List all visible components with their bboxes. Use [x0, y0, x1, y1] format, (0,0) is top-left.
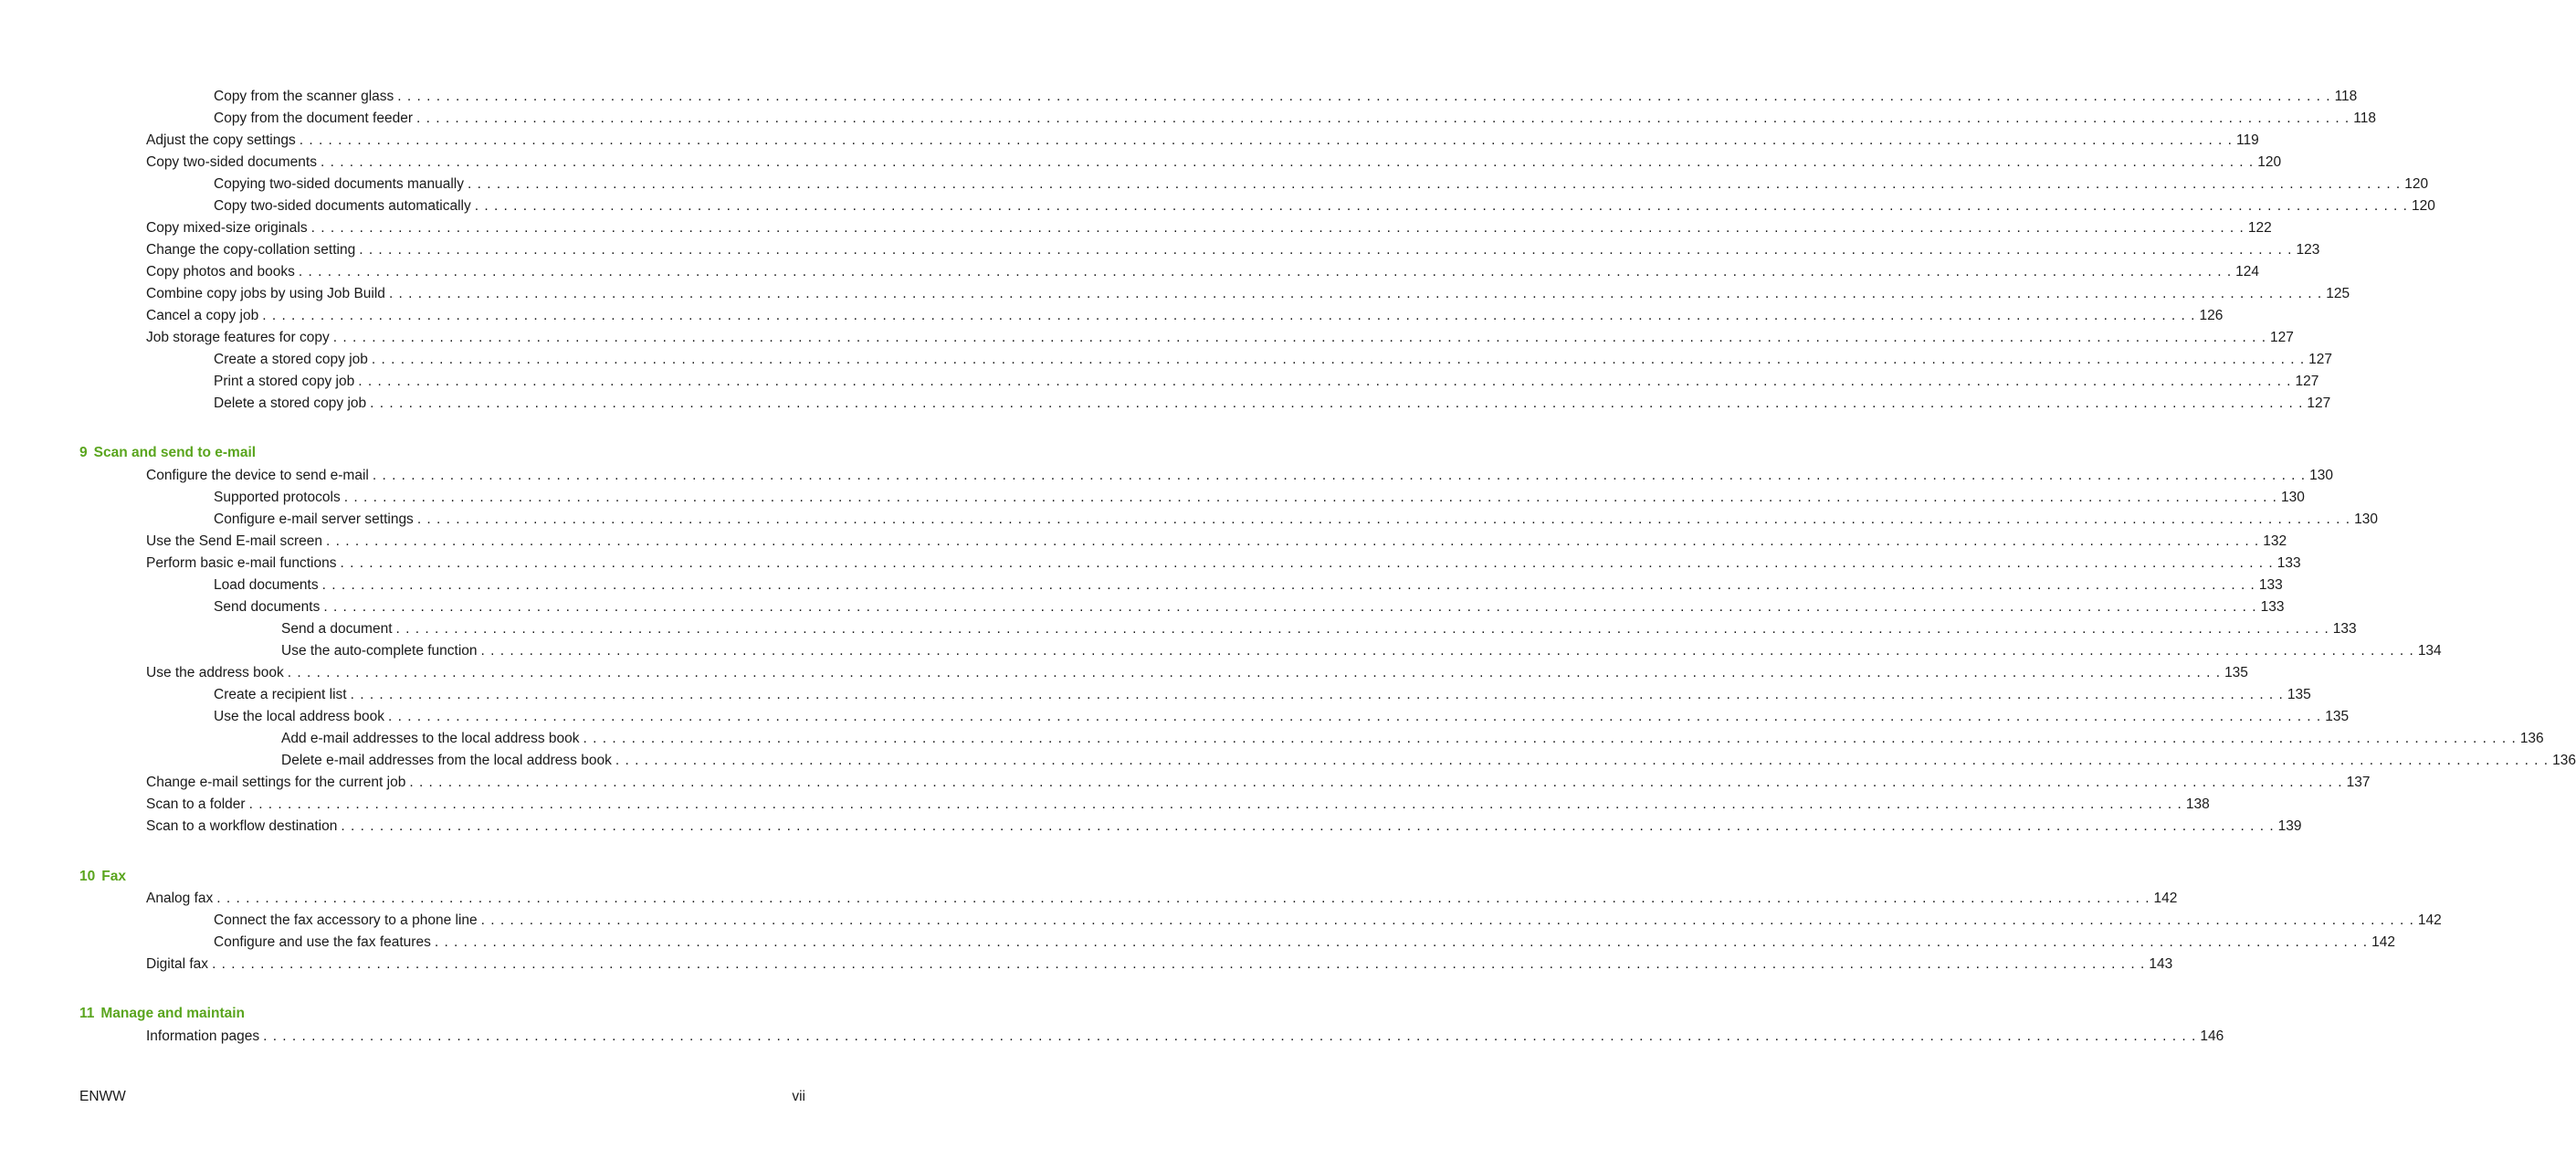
toc-entry-title: Combine copy jobs by using Job Build: [146, 283, 389, 305]
toc-entry[interactable]: [0, 575, 2283, 596]
toc-entry[interactable]: [0, 217, 2272, 239]
toc-entry-title: Configure the device to send e-mail: [146, 465, 373, 487]
toc-entry-title: Send a document: [281, 618, 396, 640]
toc-entry[interactable]: [0, 910, 2442, 932]
toc-entry-title: Copy from the scanner glass: [214, 86, 397, 108]
toc-entry[interactable]: [0, 596, 2285, 618]
toc-entry-page: 143: [2149, 956, 2173, 972]
toc-entry-title: Information pages: [146, 1026, 263, 1048]
dot-leader: . . . . . . . . . . . . . . . . . . . . . . . . . . . . . . . . . . . . . . . . . . . . . . . . . . . . . . . . . . . . . . . . . . . . . . . . . . . . . . . . . . . . . . . . . . . . . . . . . . . . . . . . . . . . . . . . . . . . . . . . . . . . . . . . . . . . . . . . . . . . . . . . . . . . . . . . . . . . . . . . . . . . . . . . . . . . . . . . . . . . . . . . . . . . . . . . . . . . . . . .: [480, 643, 2414, 659]
dot-leader: . . . . . . . . . . . . . . . . . . . . . . . . . . . . . . . . . . . . . . . . . . . . . . . . . . . . . . . . . . . . . . . . . . . . . . . . . . . . . . . . . . . . . . . . . . . . . . . . . . . . . . . . . . . . . . . . . . . . . . . . . . . . . . . . . . . . . . . . . . . . . . . . . . . . . . . . . . . . . . . . . . . . . . . . . . . . . . . . . . . . . . . . . . . . . . . . . . . . . . . .: [480, 912, 2414, 928]
footer-left-label: ENWW: [79, 1089, 126, 1104]
toc-entry-title: Delete a stored copy job: [214, 393, 370, 415]
toc-entry[interactable]: [0, 261, 2260, 283]
dot-leader: . . . . . . . . . . . . . . . . . . . . . . . . . . . . . . . . . . . . . . . . . . . . . . . . . . . . . . . . . . . . . . . . . . . . . . . . . . . . . . . . . . . . . . . . . . . . . . . . . . . . . . . . . . . . . . . . . . . . . . . . . . . . . . . . . . . . . . . . . . . . . . . . . . . . . . . . . . . . . . . . . . . . . . . . . . . . . . . . . . . . . . . . . . . . . . . . . . . . . . . .: [332, 330, 2267, 345]
toc-entry[interactable]: [0, 349, 2333, 371]
toc-entry-title: Job storage features for copy: [146, 327, 333, 349]
toc-block: [0, 888, 2442, 975]
dot-leader: . . . . . . . . . . . . . . . . . . . . . . . . . . . . . . . . . . . . . . . . . . . . . . . . . . . . . . . . . . . . . . . . . . . . . . . . . . . . . . . . . . . . . . . . . . . . . . . . . . . . . . . . . . . . . . . . . . . . . . . . . . . . . . . . . . . . . . . . . . . . . . . . . . . . . . . . . . . . . . . . . . . . . . . . . . . . . . . . . . . . . . . . . . . . . . . . . . . . . . . .: [325, 533, 2260, 549]
dot-leader: . . . . . . . . . . . . . . . . . . . . . . . . . . . . . . . . . . . . . . . . . . . . . . . . . . . . . . . . . . . . . . . . . . . . . . . . . . . . . . . . . . . . . . . . . . . . . . . . . . . . . . . . . . . . . . . . . . . . . . . . . . . . . . . . . . . . . . . . . . . . . . . . . . . . . . . . . . . . . . . . . . . . . . . . . . . . . . . . . . . . . . . . . . . . . . . . . . . . . . . .: [350, 687, 2284, 702]
chapter-title: Manage and maintain: [100, 1006, 246, 1021]
dot-leader: . . . . . . . . . . . . . . . . . . . . . . . . . . . . . . . . . . . . . . . . . . . . . . . . . . . . . . . . . . . . . . . . . . . . . . . . . . . . . . . . . . . . . . . . . . . . . . . . . . . . . . . . . . . . . . . . . . . . . . . . . . . . . . . . . . . . . . . . . . . . . . . . . . . . . . . . . . . . . . . . . . . . . . . . . . . . . . . . . . . . . . . . . . . . . . . . . . . . . . . .: [467, 176, 2402, 192]
toc-entry-title: Send documents: [214, 596, 323, 618]
toc-entry-title: Print a stored copy job: [214, 371, 358, 393]
toc-entry[interactable]: [0, 327, 2294, 349]
toc-entry[interactable]: [0, 86, 2358, 108]
dot-leader: . . . . . . . . . . . . . . . . . . . . . . . . . . . . . . . . . . . . . . . . . . . . . . . . . . . . . . . . . . . . . . . . . . . . . . . . . . . . . . . . . . . . . . . . . . . . . . . . . . . . . . . . . . . . . . . . . . . . . . . . . . . . . . . . . . . . . . . . . . . . . . . . . . . . . . . . . . . . . . . . . . . . . . . . . . . . . . . . . . . . . . . . . . . . . . . . . . . . . . . .: [434, 934, 2369, 950]
toc-entry[interactable]: [0, 794, 2210, 816]
dot-leader: . . . . . . . . . . . . . . . . . . . . . . . . . . . . . . . . . . . . . . . . . . . . . . . . . . . . . . . . . . . . . . . . . . . . . . . . . . . . . . . . . . . . . . . . . . . . . . . . . . . . . . . . . . . . . . . . . . . . . . . . . . . . . . . . . . . . . . . . . . . . . . . . . . . . . . . . . . . . . . . . . . . . . . . . . . . . . . . . . . . . . . . . . . . . . . . . . . . . . . . .: [216, 891, 2150, 906]
toc-entry-page: 130: [2354, 511, 2378, 527]
toc-entry-title: Load documents: [214, 575, 322, 596]
toc-entry[interactable]: [0, 772, 2371, 794]
toc-entry[interactable]: [0, 662, 2248, 684]
toc-entry-page: 118: [2334, 89, 2358, 104]
dot-leader: . . . . . . . . . . . . . . . . . . . . . . . . . . . . . . . . . . . . . . . . . . . . . . . . . . . . . . . . . . . . . . . . . . . . . . . . . . . . . . . . . . . . . . . . . . . . . . . . . . . . . . . . . . . . . . . . . . . . . . . . . . . . . . . . . . . . . . . . . . . . . . . . . . . . . . . . . . . . . . . . . . . . . . . . . . . . . . . . . . . . . . . . . . . . . . . . . . . . . . . .: [583, 731, 2517, 746]
toc-entry-page: 127: [2307, 395, 2331, 411]
toc-entry-page: 146: [2200, 1028, 2224, 1044]
dot-leader: . . . . . . . . . . . . . . . . . . . . . . . . . . . . . . . . . . . . . . . . . . . . . . . . . . . . . . . . . . . . . . . . . . . . . . . . . . . . . . . . . . . . . . . . . . . . . . . . . . . . . . . . . . . . . . . . . . . . . . . . . . . . . . . . . . . . . . . . . . . . . . . . . . . . . . . . . . . . . . . . . . . . . . . . . . . . . . . . . . . . . . . . . . . . . . . . . . . . . . . .: [370, 395, 2304, 411]
toc-entry-title: Analog fax: [146, 888, 216, 910]
toc-entry-title: Configure e-mail server settings: [214, 509, 417, 531]
toc-entry-page: 122: [2247, 220, 2272, 236]
toc-entry[interactable]: [0, 130, 2259, 152]
toc-entry-page: 135: [2325, 709, 2350, 724]
toc-entry-page: 133: [2332, 621, 2357, 637]
dot-leader: . . . . . . . . . . . . . . . . . . . . . . . . . . . . . . . . . . . . . . . . . . . . . . . . . . . . . . . . . . . . . . . . . . . . . . . . . . . . . . . . . . . . . . . . . . . . . . . . . . . . . . . . . . . . . . . . . . . . . . . . . . . . . . . . . . . . . . . . . . . . . . . . . . . . . . . . . . . . . . . . . . . . . . . . . . . . . . . . . . . . . . . . . . . . . . . . . . . . . . . .: [397, 89, 2331, 104]
toc-entry-title: Cancel a copy job: [146, 305, 262, 327]
toc-entry[interactable]: [0, 305, 2224, 327]
dot-leader: . . . . . . . . . . . . . . . . . . . . . . . . . . . . . . . . . . . . . . . . . . . . . . . . . . . . . . . . . . . . . . . . . . . . . . . . . . . . . . . . . . . . . . . . . . . . . . . . . . . . . . . . . . . . . . . . . . . . . . . . . . . . . . . . . . . . . . . . . . . . . . . . . . . . . . . . . . . . . . . . . . . . . . . . . . . . . . . . . . . . . . . . . . . . . . . . . . . . . . . .: [212, 956, 2146, 972]
toc-entry-title: Use the address book: [146, 662, 288, 684]
chapter-heading[interactable]: [79, 869, 126, 885]
dot-leader: . . . . . . . . . . . . . . . . . . . . . . . . . . . . . . . . . . . . . . . . . . . . . . . . . . . . . . . . . . . . . . . . . . . . . . . . . . . . . . . . . . . . . . . . . . . . . . . . . . . . . . . . . . . . . . . . . . . . . . . . . . . . . . . . . . . . . . . . . . . . . . . . . . . . . . . . . . . . . . . . . . . . . . . . . . . . . . . . . . . . . . . . . . . . . . . . . . . . . . . .: [615, 753, 2550, 768]
toc-entry-page: 139: [2277, 818, 2302, 834]
toc-entry-title: Delete e-mail addresses from the local address book: [281, 750, 615, 772]
toc-entry-page: 133: [2276, 555, 2301, 571]
dot-leader: . . . . . . . . . . . . . . . . . . . . . . . . . . . . . . . . . . . . . . . . . . . . . . . . . . . . . . . . . . . . . . . . . . . . . . . . . . . . . . . . . . . . . . . . . . . . . . . . . . . . . . . . . . . . . . . . . . . . . . . . . . . . . . . . . . . . . . . . . . . . . . . . . . . . . . . . . . . . . . . . . . . . . . . . . . . . . . . . . . . . . . . . . . . . . . . . . . . . . . . .: [415, 111, 2350, 126]
toc-entry-page: 130: [2309, 468, 2333, 483]
toc-entry[interactable]: [0, 888, 2178, 910]
toc-entry-title: Add e-mail addresses to the local address book: [281, 728, 584, 750]
toc-entry[interactable]: [0, 553, 2301, 575]
toc-entry-page: 136: [2552, 753, 2576, 768]
chapter-number: 10: [79, 869, 96, 884]
toc-entry-page: 142: [2417, 912, 2442, 928]
toc-entry-title: Use the local address book: [214, 706, 388, 728]
toc-entry-page: 120: [2257, 154, 2282, 170]
toc-entry-page: 135: [2224, 665, 2248, 680]
dot-leader: . . . . . . . . . . . . . . . . . . . . . . . . . . . . . . . . . . . . . . . . . . . . . . . . . . . . . . . . . . . . . . . . . . . . . . . . . . . . . . . . . . . . . . . . . . . . . . . . . . . . . . . . . . . . . . . . . . . . . . . . . . . . . . . . . . . . . . . . . . . . . . . . . . . . . . . . . . . . . . . . . . . . . . . . . . . . . . . . . . . . . . . . . . . . . . . . . . . . . . . .: [298, 264, 2233, 279]
toc-entry-title: Copy photos and books: [146, 261, 299, 283]
toc-entry-page: 142: [2371, 934, 2395, 950]
toc-entry-page: 124: [2235, 264, 2260, 279]
toc-entry-page: 125: [2326, 286, 2350, 301]
toc-entry-title: Create a stored copy job: [214, 349, 372, 371]
toc-entry[interactable]: [0, 108, 2376, 130]
dot-leader: . . . . . . . . . . . . . . . . . . . . . . . . . . . . . . . . . . . . . . . . . . . . . . . . . . . . . . . . . . . . . . . . . . . . . . . . . . . . . . . . . . . . . . . . . . . . . . . . . . . . . . . . . . . . . . . . . . . . . . . . . . . . . . . . . . . . . . . . . . . . . . . . . . . . . . . . . . . . . . . . . . . . . . . . . . . . . . . . . . . . . . . . . . . . . . . . . . . . . . . .: [388, 286, 2323, 301]
dot-leader: . . . . . . . . . . . . . . . . . . . . . . . . . . . . . . . . . . . . . . . . . . . . . . . . . . . . . . . . . . . . . . . . . . . . . . . . . . . . . . . . . . . . . . . . . . . . . . . . . . . . . . . . . . . . . . . . . . . . . . . . . . . . . . . . . . . . . . . . . . . . . . . . . . . . . . . . . . . . . . . . . . . . . . . . . . . . . . . . . . . . . . . . . . . . . . . . . . . . . . . .: [262, 308, 2196, 323]
toc-entry-title: Supported protocols: [214, 487, 344, 509]
toc-entry-page: 142: [2153, 891, 2178, 906]
dot-leader: . . . . . . . . . . . . . . . . . . . . . . . . . . . . . . . . . . . . . . . . . . . . . . . . . . . . . . . . . . . . . . . . . . . . . . . . . . . . . . . . . . . . . . . . . . . . . . . . . . . . . . . . . . . . . . . . . . . . . . . . . . . . . . . . . . . . . . . . . . . . . . . . . . . . . . . . . . . . . . . . . . . . . . . . . . . . . . . . . . . . . . . . . . . . . . . . . . . . . . . .: [287, 665, 2222, 680]
toc-entry-page: 120: [2411, 198, 2435, 214]
toc-entry[interactable]: [0, 728, 2544, 750]
toc-entry-title: Adjust the copy settings: [146, 130, 300, 152]
toc-entry-page: 120: [2404, 176, 2429, 192]
toc-block: [0, 86, 2435, 415]
dot-leader: . . . . . . . . . . . . . . . . . . . . . . . . . . . . . . . . . . . . . . . . . . . . . . . . . . . . . . . . . . . . . . . . . . . . . . . . . . . . . . . . . . . . . . . . . . . . . . . . . . . . . . . . . . . . . . . . . . . . . . . . . . . . . . . . . . . . . . . . . . . . . . . . . . . . . . . . . . . . . . . . . . . . . . . . . . . . . . . . . . . . . . . . . . . . . . . . . . . . . . . .: [416, 511, 2351, 527]
toc-entry[interactable]: [0, 706, 2350, 728]
toc-entry-page: 138: [2185, 796, 2210, 812]
chapter-heading[interactable]: [79, 445, 256, 461]
toc-entry-title: Scan to a folder: [146, 794, 249, 816]
toc-entry[interactable]: [0, 816, 2302, 838]
chapter-title: Fax: [101, 869, 126, 884]
toc-entry[interactable]: [0, 509, 2378, 531]
toc-entry-page: 126: [2199, 308, 2224, 323]
dot-leader: . . . . . . . . . . . . . . . . . . . . . . . . . . . . . . . . . . . . . . . . . . . . . . . . . . . . . . . . . . . . . . . . . . . . . . . . . . . . . . . . . . . . . . . . . . . . . . . . . . . . . . . . . . . . . . . . . . . . . . . . . . . . . . . . . . . . . . . . . . . . . . . . . . . . . . . . . . . . . . . . . . . . . . . . . . . . . . . . . . . . . . . . . . . . . . . . . . . . . . . .: [474, 198, 2408, 214]
toc-entry[interactable]: [0, 618, 2357, 640]
toc-entry-page: 135: [2287, 687, 2311, 702]
toc-entry[interactable]: [0, 684, 2311, 706]
dot-leader: . . . . . . . . . . . . . . . . . . . . . . . . . . . . . . . . . . . . . . . . . . . . . . . . . . . . . . . . . . . . . . . . . . . . . . . . . . . . . . . . . . . . . . . . . . . . . . . . . . . . . . . . . . . . . . . . . . . . . . . . . . . . . . . . . . . . . . . . . . . . . . . . . . . . . . . . . . . . . . . . . . . . . . . . . . . . . . . . . . . . . . . . . . . . . . . . . . . . . . . .: [263, 1028, 2197, 1044]
toc-entry[interactable]: [0, 371, 2319, 393]
chapter-heading[interactable]: [79, 1006, 245, 1022]
toc-entry-page: 133: [2258, 577, 2283, 593]
dot-leader: . . . . . . . . . . . . . . . . . . . . . . . . . . . . . . . . . . . . . . . . . . . . . . . . . . . . . . . . . . . . . . . . . . . . . . . . . . . . . . . . . . . . . . . . . . . . . . . . . . . . . . . . . . . . . . . . . . . . . . . . . . . . . . . . . . . . . . . . . . . . . . . . . . . . . . . . . . . . . . . . . . . . . . . . . . . . . . . . . . . . . . . . . . . . . . . . . . . . . . . .: [310, 220, 2245, 236]
dot-leader: . . . . . . . . . . . . . . . . . . . . . . . . . . . . . . . . . . . . . . . . . . . . . . . . . . . . . . . . . . . . . . . . . . . . . . . . . . . . . . . . . . . . . . . . . . . . . . . . . . . . . . . . . . . . . . . . . . . . . . . . . . . . . . . . . . . . . . . . . . . . . . . . . . . . . . . . . . . . . . . . . . . . . . . . . . . . . . . . . . . . . . . . . . . . . . . . . . . . . . . .: [340, 555, 2274, 571]
toc-entry[interactable]: [0, 487, 2305, 509]
toc-entry-page: 127: [2295, 374, 2319, 389]
toc-entry-title: Copying two-sided documents manually: [214, 174, 468, 195]
toc-entry-title: Copy two-sided documents automatically: [214, 195, 475, 217]
toc-entry[interactable]: [0, 152, 2282, 174]
toc-entry-page: 132: [2263, 533, 2287, 549]
toc-entry[interactable]: [0, 954, 2173, 975]
dot-leader: . . . . . . . . . . . . . . . . . . . . . . . . . . . . . . . . . . . . . . . . . . . . . . . . . . . . . . . . . . . . . . . . . . . . . . . . . . . . . . . . . . . . . . . . . . . . . . . . . . . . . . . . . . . . . . . . . . . . . . . . . . . . . . . . . . . . . . . . . . . . . . . . . . . . . . . . . . . . . . . . . . . . . . . . . . . . . . . . . . . . . . . . . . . . . . . . . . . . . . . .: [323, 599, 2257, 615]
dot-leader: . . . . . . . . . . . . . . . . . . . . . . . . . . . . . . . . . . . . . . . . . . . . . . . . . . . . . . . . . . . . . . . . . . . . . . . . . . . . . . . . . . . . . . . . . . . . . . . . . . . . . . . . . . . . . . . . . . . . . . . . . . . . . . . . . . . . . . . . . . . . . . . . . . . . . . . . . . . . . . . . . . . . . . . . . . . . . . . . . . . . . . . . . . . . . . . . . . . . . . . .: [343, 490, 2277, 505]
toc-entry-title: Perform basic e-mail functions: [146, 553, 340, 575]
toc-entry-page: 127: [2308, 352, 2333, 367]
dot-leader: . . . . . . . . . . . . . . . . . . . . . . . . . . . . . . . . . . . . . . . . . . . . . . . . . . . . . . . . . . . . . . . . . . . . . . . . . . . . . . . . . . . . . . . . . . . . . . . . . . . . . . . . . . . . . . . . . . . . . . . . . . . . . . . . . . . . . . . . . . . . . . . . . . . . . . . . . . . . . . . . . . . . . . . . . . . . . . . . . . . . . . . . . . . . . . . . . . . . . . . .: [409, 775, 2343, 790]
toc-block: [0, 1026, 2224, 1048]
toc-entry-title: Scan to a workflow destination: [146, 816, 341, 838]
dot-leader: . . . . . . . . . . . . . . . . . . . . . . . . . . . . . . . . . . . . . . . . . . . . . . . . . . . . . . . . . . . . . . . . . . . . . . . . . . . . . . . . . . . . . . . . . . . . . . . . . . . . . . . . . . . . . . . . . . . . . . . . . . . . . . . . . . . . . . . . . . . . . . . . . . . . . . . . . . . . . . . . . . . . . . . . . . . . . . . . . . . . . . . . . . . . . . . . . . . . . . . .: [387, 709, 2322, 724]
toc-entry-page: 136: [2519, 731, 2544, 746]
footer-page-number: vii: [792, 1089, 805, 1104]
toc-entry[interactable]: [0, 283, 2350, 305]
chapter-title: Scan and send to e-mail: [93, 445, 257, 460]
toc-entry[interactable]: [0, 239, 2320, 261]
toc-entry-title: Copy mixed-size originals: [146, 217, 311, 239]
toc-entry-title: Use the Send E-mail screen: [146, 531, 326, 553]
toc-entry-title: Digital fax: [146, 954, 212, 975]
toc-entry-title: Connect the fax accessory to a phone line: [214, 910, 481, 932]
toc-entry[interactable]: [0, 531, 2287, 553]
toc-block: [0, 465, 2576, 838]
dot-leader: . . . . . . . . . . . . . . . . . . . . . . . . . . . . . . . . . . . . . . . . . . . . . . . . . . . . . . . . . . . . . . . . . . . . . . . . . . . . . . . . . . . . . . . . . . . . . . . . . . . . . . . . . . . . . . . . . . . . . . . . . . . . . . . . . . . . . . . . . . . . . . . . . . . . . . . . . . . . . . . . . . . . . . . . . . . . . . . . . . . . . . . . . . . . . . . . . . . . . . . .: [395, 621, 2329, 637]
toc-entry[interactable]: [0, 750, 2576, 772]
toc-entry-page: 123: [2296, 242, 2320, 258]
toc-entry-title: Copy two-sided documents: [146, 152, 321, 174]
toc-entry-title: Change e-mail settings for the current job: [146, 772, 409, 794]
toc-entry[interactable]: [0, 393, 2331, 415]
dot-leader: . . . . . . . . . . . . . . . . . . . . . . . . . . . . . . . . . . . . . . . . . . . . . . . . . . . . . . . . . . . . . . . . . . . . . . . . . . . . . . . . . . . . . . . . . . . . . . . . . . . . . . . . . . . . . . . . . . . . . . . . . . . . . . . . . . . . . . . . . . . . . . . . . . . . . . . . . . . . . . . . . . . . . . . . . . . . . . . . . . . . . . . . . . . . . . . . . . . . . . . .: [341, 818, 2275, 834]
dot-leader: . . . . . . . . . . . . . . . . . . . . . . . . . . . . . . . . . . . . . . . . . . . . . . . . . . . . . . . . . . . . . . . . . . . . . . . . . . . . . . . . . . . . . . . . . . . . . . . . . . . . . . . . . . . . . . . . . . . . . . . . . . . . . . . . . . . . . . . . . . . . . . . . . . . . . . . . . . . . . . . . . . . . . . . . . . . . . . . . . . . . . . . . . . . . . . . . . . . . . . . .: [359, 242, 2293, 258]
dot-leader: . . . . . . . . . . . . . . . . . . . . . . . . . . . . . . . . . . . . . . . . . . . . . . . . . . . . . . . . . . . . . . . . . . . . . . . . . . . . . . . . . . . . . . . . . . . . . . . . . . . . . . . . . . . . . . . . . . . . . . . . . . . . . . . . . . . . . . . . . . . . . . . . . . . . . . . . . . . . . . . . . . . . . . . . . . . . . . . . . . . . . . . . . . . . . . . . . . . . . . . .: [371, 352, 2306, 367]
dot-leader: . . . . . . . . . . . . . . . . . . . . . . . . . . . . . . . . . . . . . . . . . . . . . . . . . . . . . . . . . . . . . . . . . . . . . . . . . . . . . . . . . . . . . . . . . . . . . . . . . . . . . . . . . . . . . . . . . . . . . . . . . . . . . . . . . . . . . . . . . . . . . . . . . . . . . . . . . . . . . . . . . . . . . . . . . . . . . . . . . . . . . . . . . . . . . . . . . . . . . . . .: [321, 577, 2255, 593]
toc-entry[interactable]: [0, 174, 2429, 195]
toc-entry-page: 130: [2281, 490, 2305, 505]
toc-entry[interactable]: [0, 465, 2333, 487]
toc-entry-title: Create a recipient list: [214, 684, 351, 706]
dot-leader: . . . . . . . . . . . . . . . . . . . . . . . . . . . . . . . . . . . . . . . . . . . . . . . . . . . . . . . . . . . . . . . . . . . . . . . . . . . . . . . . . . . . . . . . . . . . . . . . . . . . . . . . . . . . . . . . . . . . . . . . . . . . . . . . . . . . . . . . . . . . . . . . . . . . . . . . . . . . . . . . . . . . . . . . . . . . . . . . . . . . . . . . . . . . . . . . . . . . . . . .: [248, 796, 2182, 812]
toc-entry[interactable]: [0, 932, 2395, 954]
dot-leader: . . . . . . . . . . . . . . . . . . . . . . . . . . . . . . . . . . . . . . . . . . . . . . . . . . . . . . . . . . . . . . . . . . . . . . . . . . . . . . . . . . . . . . . . . . . . . . . . . . . . . . . . . . . . . . . . . . . . . . . . . . . . . . . . . . . . . . . . . . . . . . . . . . . . . . . . . . . . . . . . . . . . . . . . . . . . . . . . . . . . . . . . . . . . . . . . . . . . . . . .: [358, 374, 2292, 389]
toc-entry[interactable]: [0, 1026, 2224, 1048]
toc-entry-page: 119: [2235, 132, 2259, 148]
chapter-number: 9: [79, 445, 88, 460]
toc-entry-title: Use the auto-complete function: [281, 640, 481, 662]
toc-entry-page: 137: [2346, 775, 2371, 790]
toc-entry[interactable]: [0, 195, 2435, 217]
toc-entry-title: Change the copy-collation setting: [146, 239, 359, 261]
toc-entry[interactable]: [0, 640, 2442, 662]
toc-entry-page: 118: [2353, 111, 2376, 126]
chapter-number: 11: [79, 1006, 95, 1021]
toc-entry-title: Configure and use the fax features: [214, 932, 435, 954]
dot-leader: . . . . . . . . . . . . . . . . . . . . . . . . . . . . . . . . . . . . . . . . . . . . . . . . . . . . . . . . . . . . . . . . . . . . . . . . . . . . . . . . . . . . . . . . . . . . . . . . . . . . . . . . . . . . . . . . . . . . . . . . . . . . . . . . . . . . . . . . . . . . . . . . . . . . . . . . . . . . . . . . . . . . . . . . . . . . . . . . . . . . . . . . . . . . . . . . . . . . . . . .: [320, 154, 2255, 170]
toc-entry-page: 127: [2270, 330, 2294, 345]
dot-leader: . . . . . . . . . . . . . . . . . . . . . . . . . . . . . . . . . . . . . . . . . . . . . . . . . . . . . . . . . . . . . . . . . . . . . . . . . . . . . . . . . . . . . . . . . . . . . . . . . . . . . . . . . . . . . . . . . . . . . . . . . . . . . . . . . . . . . . . . . . . . . . . . . . . . . . . . . . . . . . . . . . . . . . . . . . . . . . . . . . . . . . . . . . . . . . . . . . . . . . . .: [372, 468, 2307, 483]
toc-entry-title: Copy from the document feeder: [214, 108, 416, 130]
toc-entry-page: 134: [2417, 643, 2442, 659]
toc-entry-page: 133: [2260, 599, 2285, 615]
dot-leader: . . . . . . . . . . . . . . . . . . . . . . . . . . . . . . . . . . . . . . . . . . . . . . . . . . . . . . . . . . . . . . . . . . . . . . . . . . . . . . . . . . . . . . . . . . . . . . . . . . . . . . . . . . . . . . . . . . . . . . . . . . . . . . . . . . . . . . . . . . . . . . . . . . . . . . . . . . . . . . . . . . . . . . . . . . . . . . . . . . . . . . . . . . . . . . . . . . . . . . . .: [299, 132, 2233, 148]
